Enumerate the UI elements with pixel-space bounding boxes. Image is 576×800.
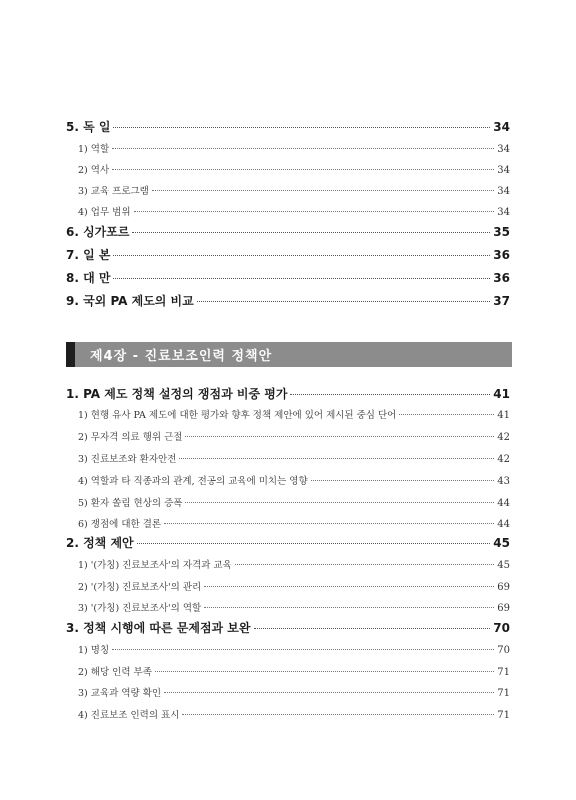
dot-leader xyxy=(113,255,490,256)
toc-subentry[interactable] xyxy=(66,429,510,443)
dot-leader xyxy=(311,480,495,481)
toc-subentry-page: 42 xyxy=(497,432,510,443)
dot-leader xyxy=(132,232,490,233)
toc-subentry[interactable] xyxy=(66,204,510,218)
dot-leader xyxy=(254,628,491,629)
toc-entry[interactable] xyxy=(66,619,510,636)
toc-subentry-label: 2) '(가칭) 진료보조사'의 관리 xyxy=(78,582,202,593)
toc-entry-label: 1. PA 제도 정책 설정의 쟁점과 비중 평가 xyxy=(66,387,288,401)
toc-subentry[interactable] xyxy=(66,183,510,197)
dot-leader xyxy=(185,502,494,503)
dot-leader xyxy=(112,148,494,149)
toc-subentry[interactable] xyxy=(66,516,510,530)
toc-entry-label: 7. 일 본 xyxy=(66,248,111,262)
toc-entry[interactable] xyxy=(66,269,510,286)
toc-subentry[interactable] xyxy=(66,162,510,176)
toc-subentry-page: 44 xyxy=(497,519,510,530)
toc-subentry-label: 3) 교육 프로그램 xyxy=(78,186,149,197)
dot-leader xyxy=(399,414,494,415)
toc-entry-page: 41 xyxy=(493,387,510,401)
toc-subentry-page: 71 xyxy=(497,688,510,699)
toc-subentry-page: 41 xyxy=(497,410,510,421)
toc-entry[interactable] xyxy=(66,534,510,551)
toc-subentry-label: 1) 현행 유사 PA 제도에 대한 평가와 향후 정책 제안에 있어 제시된 중심 단어 xyxy=(78,410,397,421)
dot-leader xyxy=(197,301,491,302)
toc-subentry[interactable] xyxy=(66,664,510,678)
toc-subentry[interactable] xyxy=(66,557,510,571)
toc-subentry-page: 34 xyxy=(497,144,510,155)
toc-entry-label: 5. 독 일 xyxy=(66,120,111,134)
toc-entry-label: 2. 정책 제안 xyxy=(66,536,134,550)
toc-subentry-label: 1) 역할 xyxy=(78,144,110,155)
chapter-title: 제4장 - 진료보조인력 정책안 xyxy=(90,349,273,364)
toc-entry-page: 45 xyxy=(493,536,510,550)
toc-entry-page: 37 xyxy=(493,294,510,308)
toc-entry-page: 70 xyxy=(493,621,510,635)
dot-leader xyxy=(235,564,494,565)
toc-subentry[interactable] xyxy=(66,495,510,509)
toc-subentry-label: 4) 역할과 타 직종과의 관계, 전공의 교육에 미치는 영향 xyxy=(78,476,308,487)
dot-leader xyxy=(137,543,491,544)
toc-entry[interactable] xyxy=(66,223,510,240)
dot-leader xyxy=(290,394,490,395)
toc-subentry-page: 69 xyxy=(497,582,510,593)
dot-leader xyxy=(204,586,494,587)
toc-subentry-page: 71 xyxy=(497,710,510,721)
toc-subentry-label: 2) 무자격 의료 행위 근절 xyxy=(78,432,183,443)
toc-entry[interactable] xyxy=(66,292,510,309)
toc-subentry-label: 4) 진료보조 인력의 표시 xyxy=(78,710,180,721)
toc-entry[interactable] xyxy=(66,118,510,135)
toc-subentry[interactable] xyxy=(66,685,510,699)
toc-subentry-label: 3) '(가칭) 진료보조사'의 역할 xyxy=(78,603,202,614)
toc-subentry[interactable] xyxy=(66,579,510,593)
dot-leader xyxy=(112,169,494,170)
toc-subentry[interactable] xyxy=(66,451,510,465)
toc-subentry-page: 70 xyxy=(497,645,510,656)
toc-entry[interactable] xyxy=(66,385,510,402)
toc-subentry-label: 1) '(가칭) 진료보조사'의 자격과 교육 xyxy=(78,560,232,571)
toc-subentry[interactable] xyxy=(66,707,510,721)
dot-leader xyxy=(179,458,494,459)
toc-subentry-page: 34 xyxy=(497,186,510,197)
toc-subentry[interactable] xyxy=(66,141,510,155)
toc-subentry-page: 45 xyxy=(497,560,510,571)
toc-entry-label: 6. 싱가포르 xyxy=(66,225,130,239)
chapter-banner xyxy=(66,342,512,367)
dot-leader xyxy=(204,607,494,608)
dot-leader xyxy=(152,190,494,191)
dot-leader xyxy=(112,649,494,650)
toc-entry-label: 9. 국외 PA 제도의 비교 xyxy=(66,294,194,308)
toc-subentry-page: 34 xyxy=(497,207,510,218)
toc-entry[interactable] xyxy=(66,246,510,263)
toc-subentry[interactable] xyxy=(66,642,510,656)
toc-subentry[interactable] xyxy=(66,473,510,487)
toc-entry-label: 3. 정책 시행에 따른 문제점과 보완 xyxy=(66,621,251,635)
toc-entry-page: 36 xyxy=(493,248,510,262)
dot-leader xyxy=(182,714,494,715)
toc-subentry-label: 6) 쟁점에 대한 결론 xyxy=(78,519,162,530)
toc-subentry-label: 2) 역사 xyxy=(78,165,110,176)
toc-entry-page: 36 xyxy=(493,271,510,285)
toc-subentry-label: 3) 교육과 역량 확인 xyxy=(78,688,162,699)
toc-entry-page: 34 xyxy=(493,120,510,134)
dot-leader xyxy=(185,436,494,437)
banner-mark xyxy=(66,342,75,367)
toc-entry-label: 8. 대 만 xyxy=(66,271,111,285)
toc-subentry[interactable] xyxy=(66,600,510,614)
dot-leader xyxy=(134,211,495,212)
toc-subentry[interactable] xyxy=(66,407,510,421)
dot-leader xyxy=(113,127,490,128)
toc-subentry-page: 43 xyxy=(497,476,510,487)
toc-subentry-label: 1) 명칭 xyxy=(78,645,110,656)
toc-subentry-page: 44 xyxy=(497,498,510,509)
dot-leader xyxy=(113,278,490,279)
toc-subentry-page: 71 xyxy=(497,667,510,678)
toc-subentry-page: 34 xyxy=(497,165,510,176)
toc-subentry-label: 2) 해당 인력 부족 xyxy=(78,667,152,678)
dot-leader xyxy=(155,671,494,672)
toc-subentry-label: 5) 환자 쏠림 현상의 증폭 xyxy=(78,498,183,509)
dot-leader xyxy=(164,523,494,524)
dot-leader xyxy=(164,692,494,693)
toc-subentry-label: 4) 업무 범위 xyxy=(78,207,131,218)
toc-entry-page: 35 xyxy=(493,225,510,239)
toc-subentry-page: 42 xyxy=(497,454,510,465)
toc-subentry-page: 69 xyxy=(497,603,510,614)
toc-subentry-label: 3) 진료보조와 환자안전 xyxy=(78,454,177,465)
